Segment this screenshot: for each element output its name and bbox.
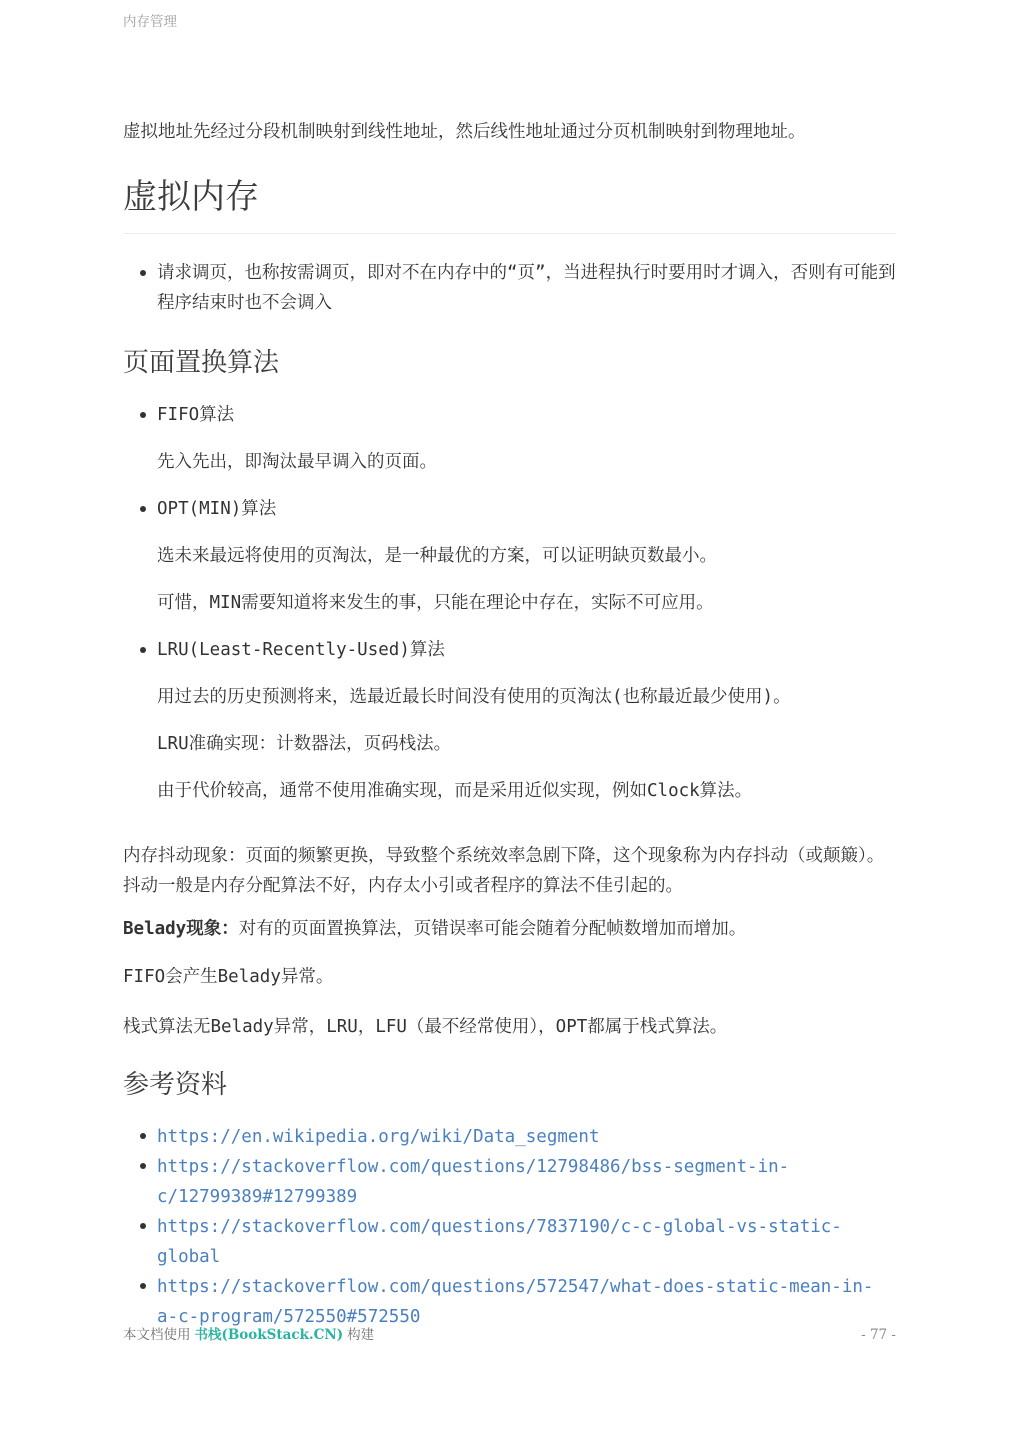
algorithm-description: 由于代价较高，通常不使用准确实现，而是采用近似实现，例如Clock算法。 xyxy=(157,781,753,801)
algorithm-description: 用过去的历史预测将来，选最近最长时间没有使用的页淘汰(也称最近最少使用)。 xyxy=(157,687,791,707)
stack-algorithms-paragraph: 栈式算法无Belady异常，LRU，LFU（最不经常使用），OPT都属于栈式算法。 xyxy=(123,1017,728,1037)
thrashing-paragraph: 内存抖动现象：页面的频繁更换，导致整个系统效率急剧下降，这个现象称为内存抖动（或颠簸）。抖动一般是内存分配算法不好，内存太小引或者程序的算法不佳引起的。 xyxy=(123,846,885,896)
virtual-memory-list xyxy=(123,258,896,318)
algorithm-list xyxy=(123,400,896,806)
breadcrumb: 内存管理 xyxy=(123,14,177,30)
list-item xyxy=(157,1152,887,1212)
list-item xyxy=(157,635,896,806)
footer-credit-prefix: 本文档使用 xyxy=(123,1327,191,1343)
reference-link[interactable]: https://stackoverflow.com/questions/7837190/c-c-global-vs-static-global xyxy=(157,1217,842,1267)
bookstack-link[interactable]: 书栈(BookStack.CN) xyxy=(194,1327,344,1343)
algorithm-description: 先入先出，即淘汰最早调入的页面。 xyxy=(157,452,437,472)
footer xyxy=(123,1325,896,1345)
algorithm-description: LRU准确实现：计数器法，页码栈法。 xyxy=(157,734,452,754)
fifo-belady-paragraph: FIFO会产生Belady异常。 xyxy=(123,967,334,987)
page-title: 虚拟内存 xyxy=(123,175,896,234)
algorithm-title: LRU(Least-Recently-Used)算法 xyxy=(157,640,445,660)
list-item xyxy=(157,1212,887,1272)
belady-text: 对有的页面置换算法，页错误率可能会随着分配帧数增加而增加。 xyxy=(238,919,747,939)
algorithm-title: FIFO算法 xyxy=(157,405,235,425)
list-item: 请求调页，也称按需调页，即对不在内存中的“页”，当进程执行时要用时才调入，否则有可能到程序结束时也不会调入 xyxy=(157,258,896,318)
reference-link[interactable]: https://stackoverflow.com/questions/572547/what-does-static-mean-in-a-c-program/572550#572550 xyxy=(157,1277,874,1327)
reference-list xyxy=(123,1122,887,1332)
algorithm-description: 可惜，MIN需要知道将来发生的事，只能在理论中存在，实际不可应用。 xyxy=(157,593,714,613)
section-title-page-replacement: 页面置换算法 xyxy=(123,347,280,377)
algorithm-title: OPT(MIN)算法 xyxy=(157,499,277,519)
belady-term: Belady现象： xyxy=(123,919,239,939)
section-title-references: 参考资料 xyxy=(123,1069,228,1099)
list-item xyxy=(157,494,896,618)
page-number: - 77 - xyxy=(861,1327,896,1343)
belady-paragraph xyxy=(123,914,896,944)
list-item xyxy=(157,1272,887,1332)
list-item xyxy=(157,400,896,477)
list-item xyxy=(157,1122,887,1152)
algorithm-description: 选未来最远将使用的页淘汰，是一种最优的方案，可以证明缺页数最小。 xyxy=(157,546,717,566)
document-body xyxy=(123,0,896,1332)
footer-credit xyxy=(123,1325,374,1345)
intro-paragraph: 虚拟地址先经过分段机制映射到线性地址，然后线性地址通过分页机制映射到物理地址。 xyxy=(123,122,806,142)
reference-link[interactable]: https://stackoverflow.com/questions/12798486/bss-segment-in-c/12799389#12799389 xyxy=(157,1157,790,1207)
footer-credit-suffix: 构建 xyxy=(347,1327,375,1343)
reference-link[interactable]: https://en.wikipedia.org/wiki/Data_segment xyxy=(157,1127,600,1147)
